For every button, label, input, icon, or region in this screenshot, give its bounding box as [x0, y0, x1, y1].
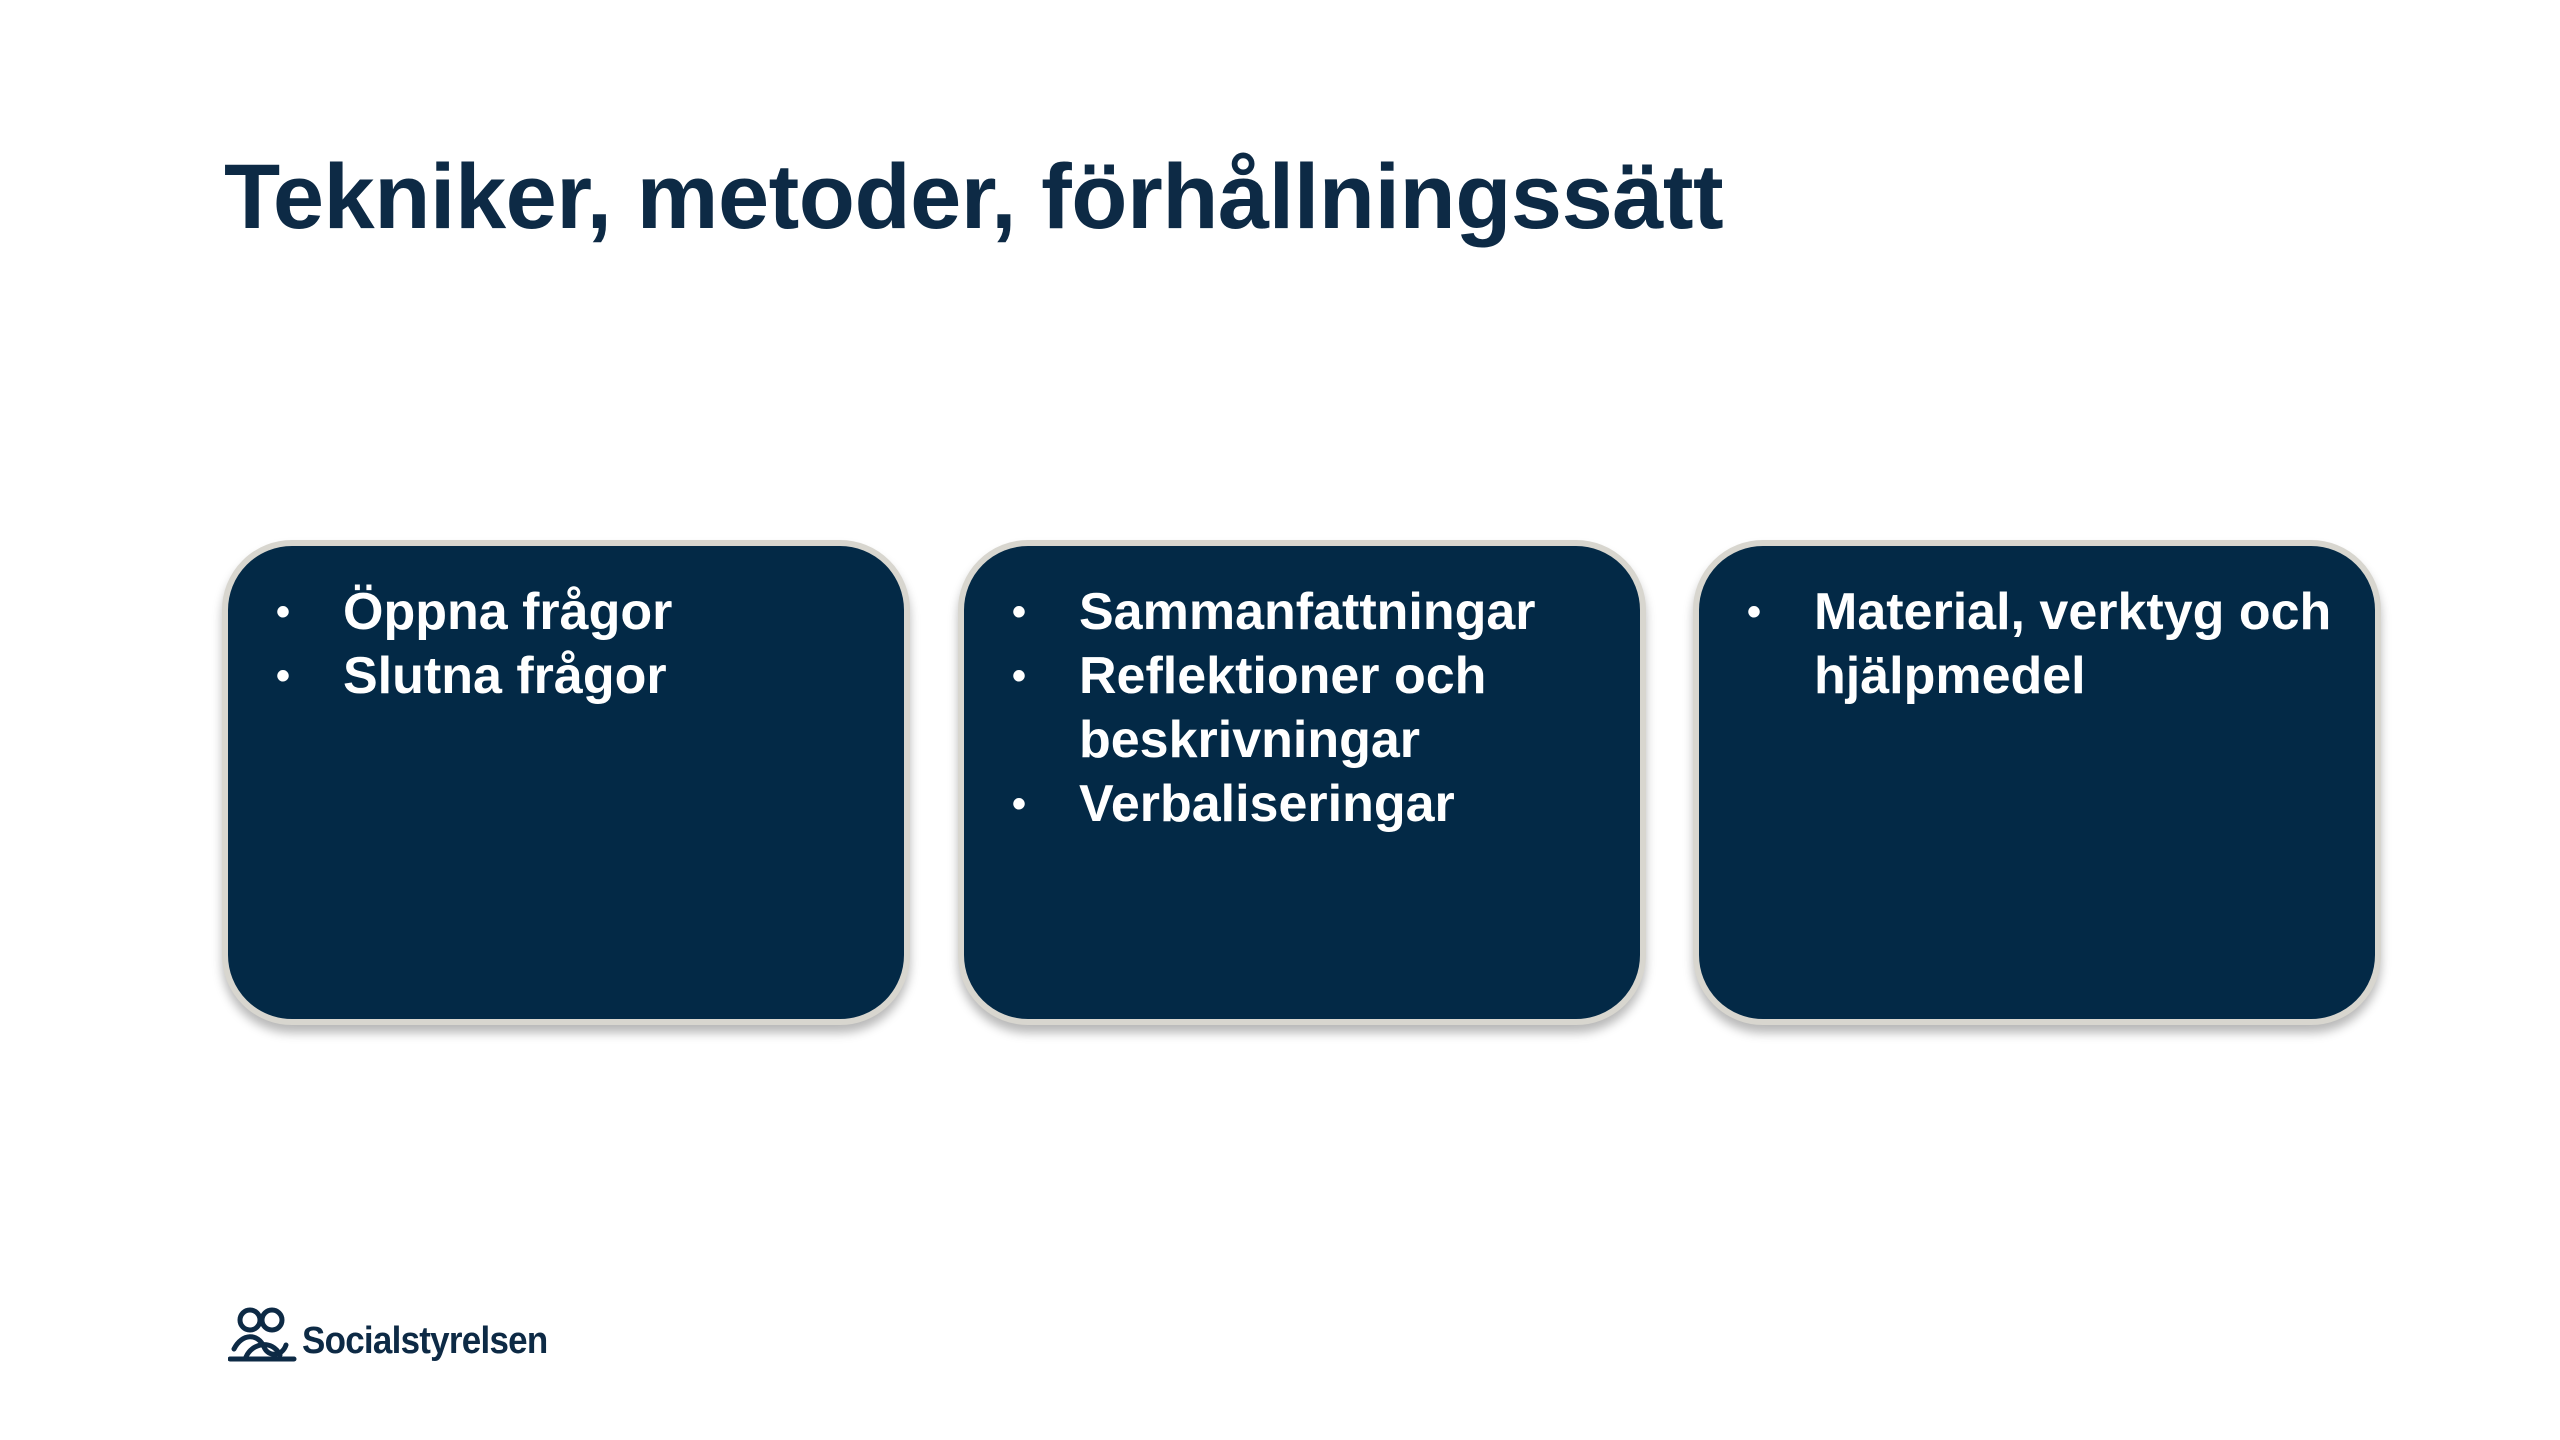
- bullet-icon: •: [1747, 590, 1762, 634]
- list-item: [994, 580, 1610, 644]
- bullet-icon: •: [1012, 654, 1027, 698]
- bullet-icon: •: [1012, 782, 1027, 826]
- socialstyrelsen-emblem-icon: [228, 1305, 298, 1363]
- bullet-list: [1729, 580, 2345, 708]
- content-box-2: [958, 540, 1646, 1025]
- bullet-list: [258, 580, 874, 708]
- content-box-1: [222, 540, 910, 1025]
- slide-title: Tekniker, metoder, förhållningssätt: [224, 146, 1724, 248]
- content-box-3: [1693, 540, 2381, 1025]
- list-item-text: Material, verktyg och hjälpmedel: [1814, 583, 2332, 705]
- list-item: [258, 644, 874, 708]
- bullet-icon: •: [1012, 590, 1027, 634]
- list-item-text: Reflektioner och beskrivningar: [1079, 647, 1487, 769]
- list-item: [258, 580, 874, 644]
- list-item-text: Slutna frågor: [343, 647, 667, 705]
- socialstyrelsen-logo: [228, 1305, 569, 1363]
- list-item-text: Sammanfattningar: [1079, 583, 1536, 641]
- list-item-text: Verbaliseringar: [1079, 775, 1455, 833]
- bullet-icon: •: [276, 654, 291, 698]
- list-item-text: Öppna frågor: [343, 583, 673, 641]
- bullet-list: [994, 580, 1610, 836]
- list-item: [994, 644, 1610, 772]
- logo-text: Socialstyrelsen: [302, 1320, 548, 1362]
- bullet-icon: •: [276, 590, 291, 634]
- list-item: [994, 772, 1610, 836]
- list-item: [1729, 580, 2345, 708]
